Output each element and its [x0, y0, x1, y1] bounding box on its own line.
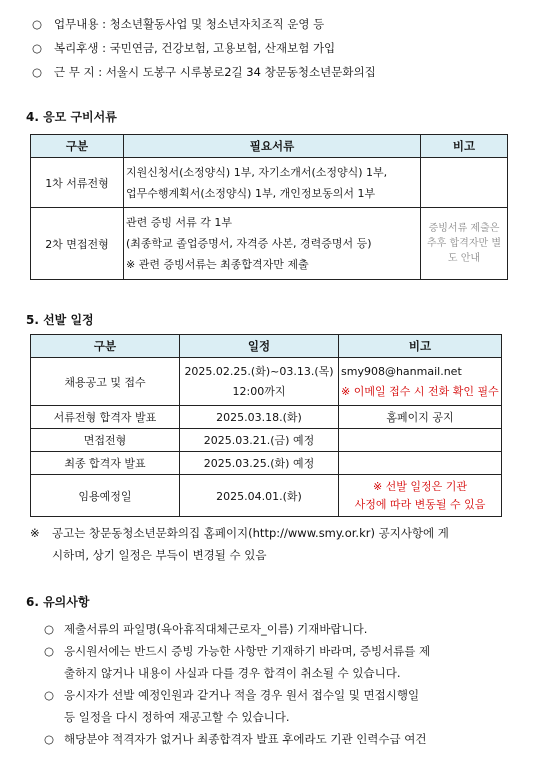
email-address: smy908@hanmail.net	[341, 364, 462, 378]
info-text: 복리후생 : 국민연금, 건강보험, 고용보험, 산재보험 가입	[54, 41, 336, 55]
info-line: ○ 복리후생 : 국민연금, 건강보험, 고용보험, 산재보험 가입	[32, 41, 336, 55]
table-row	[31, 429, 502, 452]
info-line: ○ 업무내용 : 청소년활동사업 및 청소년자치조직 운영 등	[32, 17, 325, 31]
list-item: ○ 해당분야 적격자가 없거나 최종합격자 발표 후에라도 기관 인력수급 여건	[44, 732, 427, 746]
table-header: 비고	[421, 135, 508, 158]
note-cell	[339, 452, 502, 475]
list-item: ○ 제출서류의 파일명(육아휴직대체근로자_이름) 기재바랍니다.	[44, 622, 368, 636]
section-title: 6. 유의사항	[26, 595, 90, 609]
list-item: ○ 응시원서에는 반드시 증빙 가능한 사항만 기재하기 바라며, 증빙서류를 제 출하지 않거나 내용이 사실과 다를 경우 합격이 취소될 수 있습니다.	[44, 644, 431, 680]
table-row	[31, 158, 508, 208]
info-line: ○ 근 무 지 : 서울시 도봉구 시루봉로2길 34 창문동청소년문화의집	[32, 65, 376, 79]
schedule-table	[30, 334, 502, 517]
note-cell	[339, 429, 502, 452]
stage-cell: 최종 합격자 발표	[31, 452, 180, 475]
stage-cell: 2차 면접전형	[31, 208, 124, 280]
info-text: 업무내용 : 청소년활동사업 및 청소년자치조직 운영 등	[54, 17, 325, 31]
table-header: 비고	[339, 335, 502, 358]
section-title: 4. 응모 구비서류	[26, 110, 117, 124]
date-cell: 2025.03.25.(화) 예정	[180, 452, 339, 475]
table-row	[31, 358, 502, 406]
table-row	[31, 406, 502, 429]
stage-cell: 채용공고 및 접수	[31, 358, 180, 406]
date-cell: 2025.03.18.(화)	[180, 406, 339, 429]
table-row	[31, 452, 502, 475]
table-row	[31, 208, 508, 280]
stage-cell: 서류전형 합격자 발표	[31, 406, 180, 429]
info-text: 근 무 지 : 서울시 도봉구 시루봉로2길 34 창문동청소년문화의집	[54, 65, 376, 79]
note-cell	[421, 158, 508, 208]
documents-table	[30, 134, 508, 280]
stage-cell: 1차 서류전형	[31, 158, 124, 208]
table-header: 구분	[31, 135, 124, 158]
table-header: 일정	[180, 335, 339, 358]
caution-list	[44, 618, 514, 750]
docs-cell: 지원신청서(소정양식) 1부, 자기소개서(소정양식) 1부, 업무수행계획서(소정양식) 1부, 개인정보동의서 1부	[124, 158, 421, 208]
schedule-footnote: ※ 공고는 창문동청소년문화의집 홈페이지(http://www.smy.or.kr) 공지사항에 게 시하며, 상기 일정은 부득이 변경될 수 있음	[30, 526, 449, 562]
stage-cell: 임용예정일	[31, 475, 180, 517]
docs-cell: 관련 증빙 서류 각 1부 (최종학교 졸업증명서, 자격증 사본, 경력증명서 등) ※ 관련 증빙서류는 최종합격자만 제출	[124, 208, 421, 280]
list-item: ○ 응시자가 선발 예정인원과 같거나 적을 경우 원서 접수일 및 면접시행일 등 일정을 다시 정하여 재공고할 수 있습니다.	[44, 688, 420, 724]
note-cell: ※ 선발 일정은 기관 사정에 따라 변동될 수 있음	[339, 475, 502, 517]
table-header: 구분	[31, 335, 180, 358]
date-cell: 2025.04.01.(화)	[180, 475, 339, 517]
table-header: 필요서류	[124, 135, 421, 158]
stage-cell: 면접전형	[31, 429, 180, 452]
note-cell: smy908@hanmail.net ※ 이메일 접수 시 전화 확인 필수	[339, 358, 502, 406]
note-cell: 증빙서류 제출은 추후 합격자만 별도 안내	[421, 208, 508, 280]
note-cell: 홈페이지 공지	[339, 406, 502, 429]
table-row	[31, 475, 502, 517]
section-title: 5. 선발 일정	[26, 313, 94, 327]
date-cell: 2025.02.25.(화)~03.13.(목) 12:00까지	[180, 358, 339, 406]
date-cell: 2025.03.21.(금) 예정	[180, 429, 339, 452]
